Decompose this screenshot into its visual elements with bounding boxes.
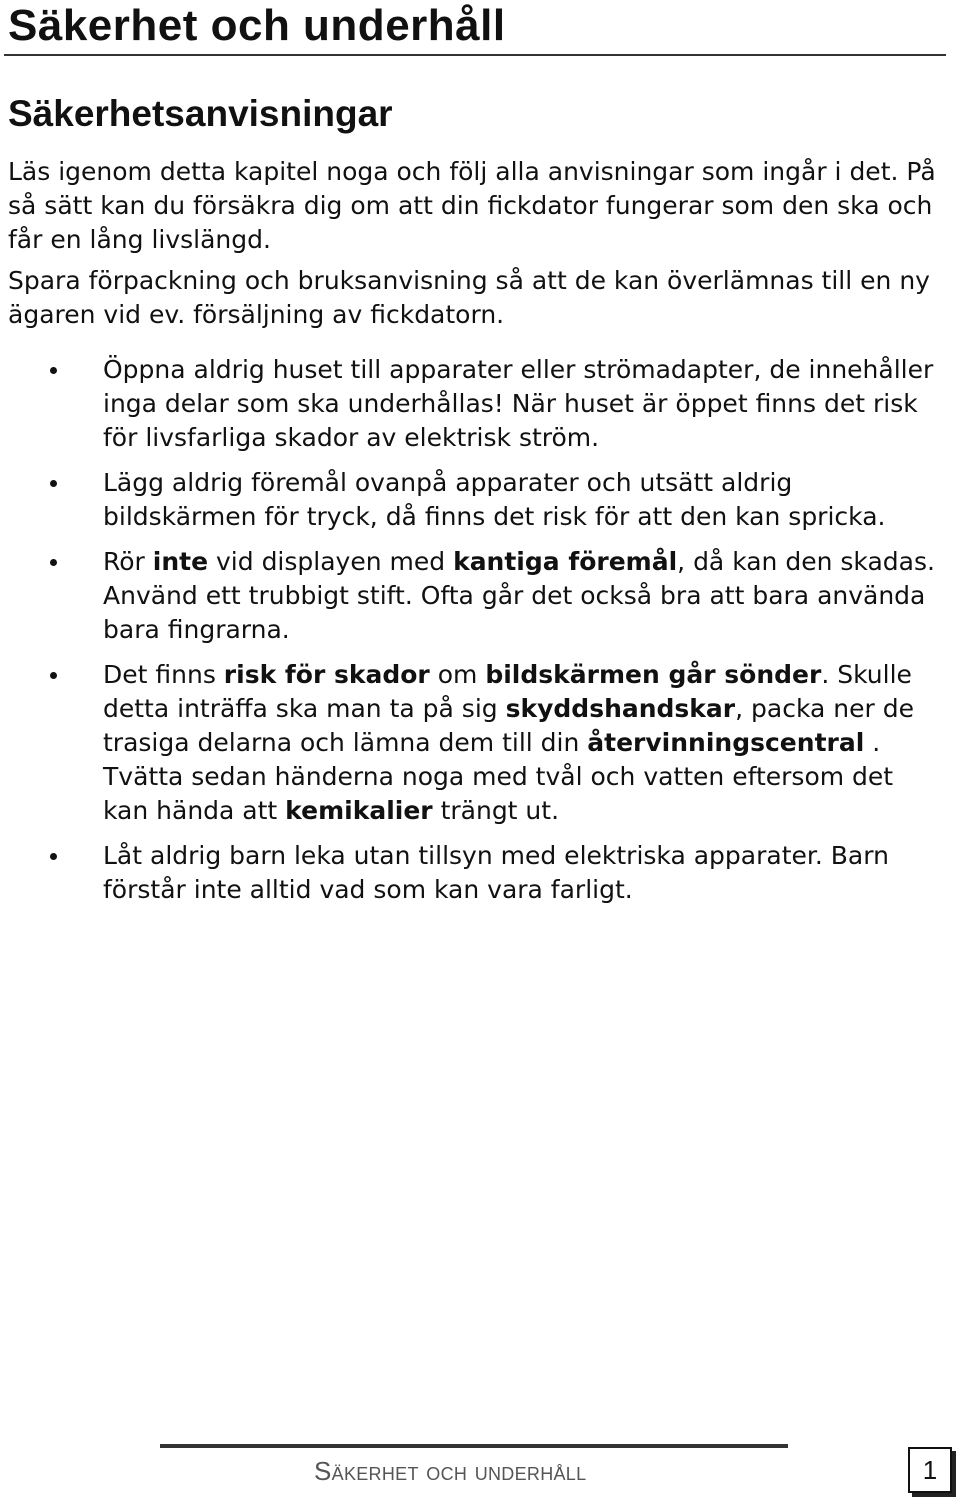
bullet-emphasis: bildskärmen går sönder: [485, 660, 822, 689]
list-item: [0, 545, 945, 647]
section-heading: Säkerhetsanvisningar: [8, 93, 393, 134]
footer-chapter-title: Säkerhet och underhåll: [314, 1456, 587, 1486]
intro-paragraph: Läs igenom detta kapitel noga och följ alla anvisningar som ingår i det. På så sätt kan du försäkra dig om att din fickdator fungerar som den ska och får en lång livslängd.: [8, 157, 936, 254]
bullet-icon: [50, 367, 57, 374]
bullet-icon: [50, 853, 57, 860]
list-item: [0, 353, 945, 455]
bullet-emphasis: inte: [152, 547, 209, 576]
bullet-text: Låt aldrig barn leka utan tillsyn med elektriska apparater. Barn förstår inte alltid vad som kan vara farligt.: [103, 841, 889, 904]
bullet-text: trängt ut.: [432, 796, 560, 825]
list-item: [0, 466, 945, 534]
bullet-emphasis: kemikalier: [285, 796, 433, 825]
bullet-text: . Skulle detta inträffa ska man ta på sig: [103, 660, 912, 723]
bullet-text: om: [429, 660, 486, 689]
list-item: [0, 658, 945, 828]
bullet-text: . Tvätta sedan händerna noga med tvål och vatten eftersom det kan hända att: [103, 728, 894, 825]
bullet-text: , då kan den skadas. Använd ett trubbigt stift. Ofta går det också bra att bara använda bara fingrarna.: [103, 547, 935, 644]
bullet-text: Det finns: [103, 660, 224, 689]
bullet-icon: [50, 672, 57, 679]
page-number: 1: [908, 1447, 952, 1493]
bullet-text: , packa ner de trasiga delarna och lämna dem till din: [103, 694, 914, 757]
bullet-text: Rör: [103, 547, 153, 576]
page-title: Säkerhet och underhåll: [8, 1, 506, 50]
bullet-emphasis: kantiga föremål: [453, 547, 678, 576]
bullet-emphasis: risk för skador: [223, 660, 430, 689]
bullet-icon: [50, 480, 57, 487]
footer-divider: [160, 1444, 788, 1448]
title-divider: [4, 54, 946, 56]
intro-paragraph: Spara förpackning och bruksanvisning så att de kan överlämnas till en ny ägaren vid ev. försäljning av fickdatorn.: [8, 266, 930, 329]
bullet-emphasis: skyddshandskar: [505, 694, 736, 723]
bullet-icon: [50, 559, 57, 566]
bullet-text: Öppna aldrig huset till apparater eller strömadapter, de innehåller inga delar som ska underhållas! När huset är öppet finns det risk för livsfarliga skador av elektrisk ström.: [103, 355, 934, 452]
bullet-text: Lägg aldrig föremål ovanpå apparater och utsätt aldrig bildskärmen för tryck, då finns det risk för att den kan spricka.: [103, 468, 886, 531]
bullet-emphasis: återvinningscentral: [587, 728, 865, 757]
safety-bullet-list: [0, 353, 945, 918]
list-item: [0, 839, 945, 907]
bullet-text: vid displayen med: [208, 547, 454, 576]
